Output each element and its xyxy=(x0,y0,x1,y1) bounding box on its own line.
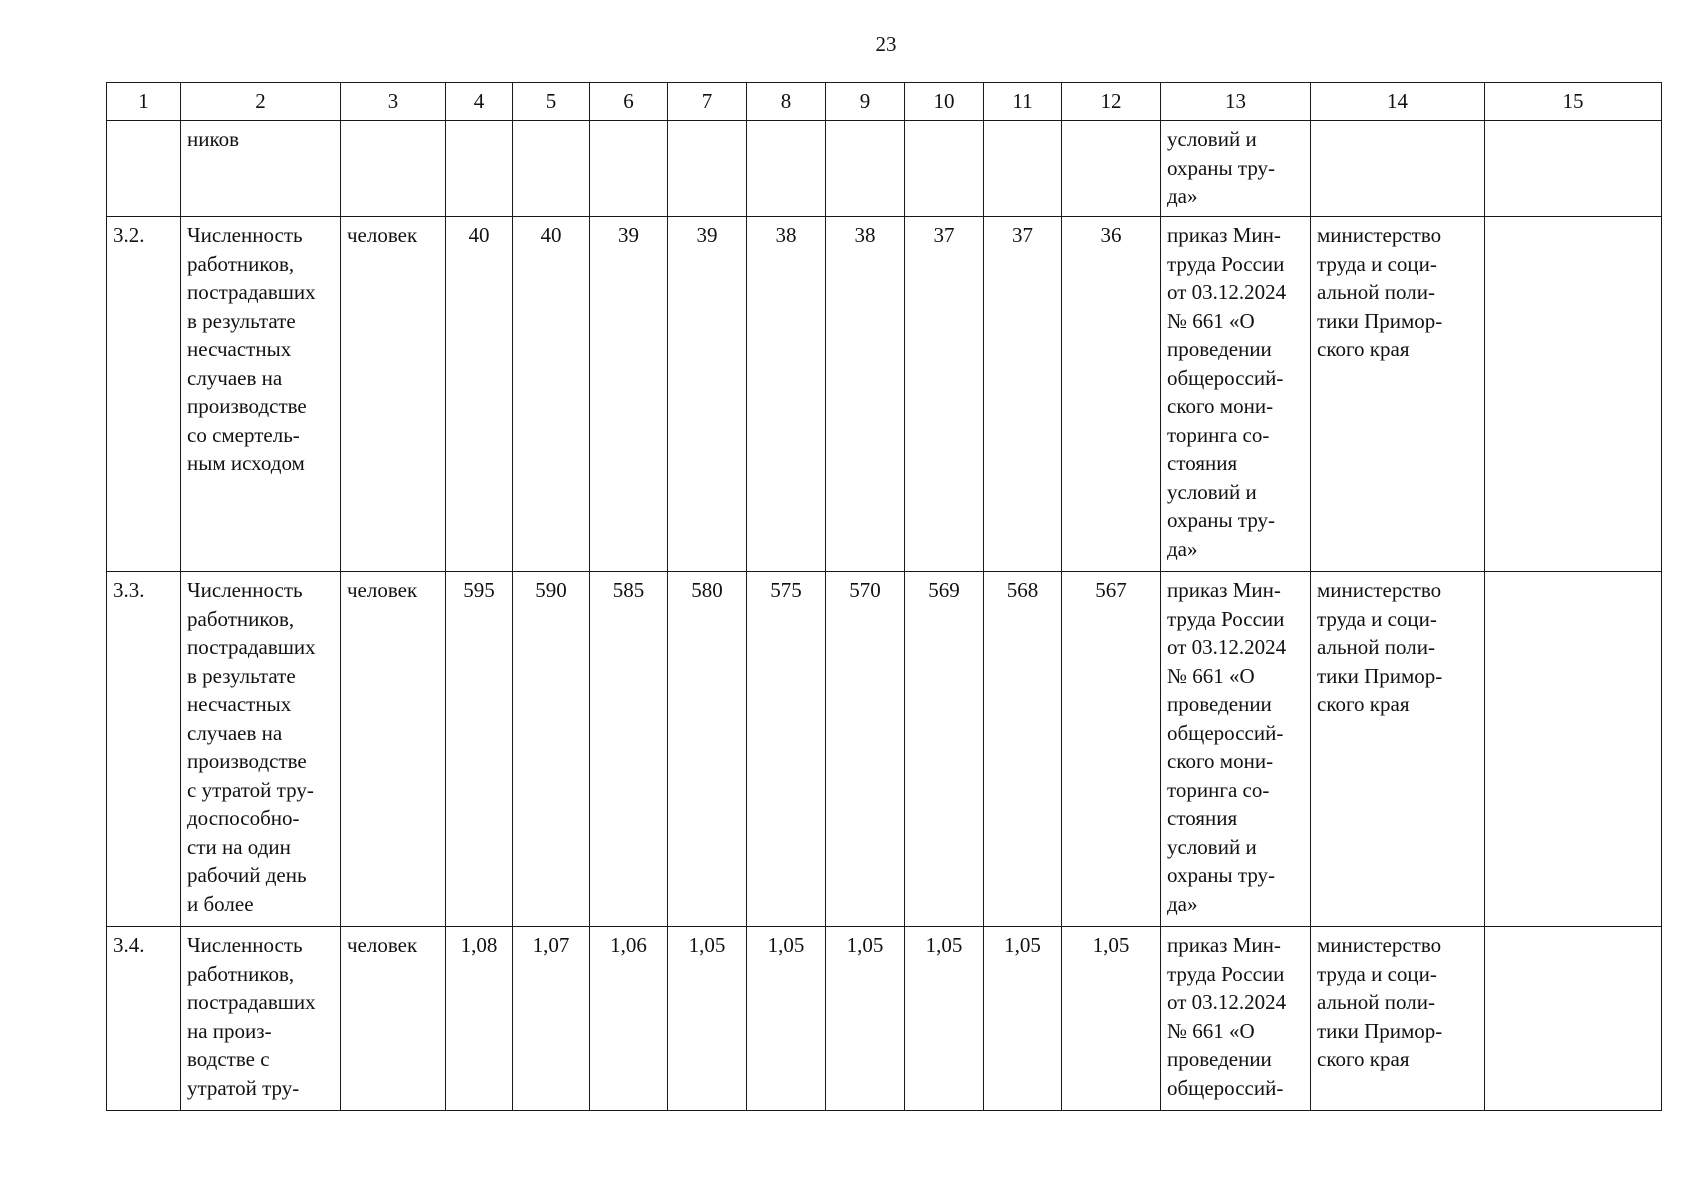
cell-unit: человек xyxy=(341,572,446,927)
cell-value xyxy=(513,121,590,217)
cell-value xyxy=(905,121,984,217)
cell-value: 595 xyxy=(446,572,513,927)
cell-name: ников xyxy=(181,121,341,217)
column-header: 10 xyxy=(905,83,984,121)
cell-value: 37 xyxy=(984,217,1062,572)
cell-source: приказ Мин- труда России от 03.12.2024 № 661 «О проведении общероссий- ского мони- торинга со- стояния условий и охраны тру- да» xyxy=(1161,572,1311,927)
cell-id: 3.4. xyxy=(107,927,181,1111)
cell-value: 39 xyxy=(590,217,668,572)
cell-id: 3.2. xyxy=(107,217,181,572)
cell-value: 38 xyxy=(826,217,905,572)
cell-empty xyxy=(1485,121,1662,217)
cell-value: 580 xyxy=(668,572,747,927)
cell-value: 569 xyxy=(905,572,984,927)
column-header: 8 xyxy=(747,83,826,121)
cell-responsible: министерство труда и соци- альной поли- тики Примор- ского края xyxy=(1311,572,1485,927)
cell-value: 1,07 xyxy=(513,927,590,1111)
column-header: 2 xyxy=(181,83,341,121)
cell-value: 1,05 xyxy=(984,927,1062,1111)
column-header: 4 xyxy=(446,83,513,121)
cell-value: 38 xyxy=(747,217,826,572)
page-number: 23 xyxy=(875,32,897,56)
cell-unit: человек xyxy=(341,927,446,1111)
cell-value: 1,05 xyxy=(1062,927,1161,1111)
cell-id xyxy=(107,121,181,217)
cell-value: 570 xyxy=(826,572,905,927)
cell-value xyxy=(747,121,826,217)
cell-value xyxy=(590,121,668,217)
cell-name: Численность работников, пострадавших в результате несчастных случаев на производстве со смертель- ным исходом xyxy=(181,217,341,572)
cell-value: 39 xyxy=(668,217,747,572)
column-header: 15 xyxy=(1485,83,1662,121)
cell-responsible: министерство труда и соци- альной поли- тики Примор- ского края xyxy=(1311,217,1485,572)
cell-unit xyxy=(341,121,446,217)
column-header: 5 xyxy=(513,83,590,121)
cell-value: 1,05 xyxy=(905,927,984,1111)
cell-value: 590 xyxy=(513,572,590,927)
column-header: 13 xyxy=(1161,83,1311,121)
cell-value: 36 xyxy=(1062,217,1161,572)
cell-responsible: министерство труда и соци- альной поли- тики Примор- ского края xyxy=(1311,927,1485,1111)
column-header: 3 xyxy=(341,83,446,121)
cell-source: приказ Мин- труда России от 03.12.2024 № 661 «О проведении общероссий- xyxy=(1161,927,1311,1111)
cell-empty xyxy=(1485,927,1662,1111)
column-header: 11 xyxy=(984,83,1062,121)
cell-value: 1,05 xyxy=(747,927,826,1111)
table-row xyxy=(107,572,1662,927)
cell-source: условий и охраны тру- да» xyxy=(1161,121,1311,217)
cell-value: 575 xyxy=(747,572,826,927)
cell-value: 40 xyxy=(446,217,513,572)
cell-unit: человек xyxy=(341,217,446,572)
cell-empty xyxy=(1485,572,1662,927)
cell-id: 3.3. xyxy=(107,572,181,927)
cell-source: приказ Мин- труда России от 03.12.2024 № 661 «О проведении общероссий- ского мони- торинга со- стояния условий и охраны тру- да» xyxy=(1161,217,1311,572)
cell-value xyxy=(668,121,747,217)
column-header: 14 xyxy=(1311,83,1485,121)
cell-value: 585 xyxy=(590,572,668,927)
indicators-table xyxy=(106,82,1662,1111)
table-row xyxy=(107,927,1662,1111)
cell-value: 567 xyxy=(1062,572,1161,927)
cell-empty xyxy=(1485,217,1662,572)
cell-name: Численность работников, пострадавших в результате несчастных случаев на производстве с утратой тру- доспособно- сти на один рабочий день и более xyxy=(181,572,341,927)
cell-responsible xyxy=(1311,121,1485,217)
column-header: 6 xyxy=(590,83,668,121)
cell-value xyxy=(1062,121,1161,217)
table-row xyxy=(107,217,1662,572)
cell-value: 568 xyxy=(984,572,1062,927)
table-row-continuation xyxy=(107,121,1662,217)
cell-value xyxy=(446,121,513,217)
table-header-row xyxy=(107,83,1662,121)
cell-value: 37 xyxy=(905,217,984,572)
cell-value: 1,06 xyxy=(590,927,668,1111)
column-header: 9 xyxy=(826,83,905,121)
cell-value: 1,08 xyxy=(446,927,513,1111)
cell-value: 40 xyxy=(513,217,590,572)
column-header: 12 xyxy=(1062,83,1161,121)
cell-value xyxy=(826,121,905,217)
cell-value: 1,05 xyxy=(826,927,905,1111)
cell-name: Численность работников, пострадавших на произ- водстве с утратой тру- xyxy=(181,927,341,1111)
cell-value xyxy=(984,121,1062,217)
column-header: 1 xyxy=(107,83,181,121)
cell-value: 1,05 xyxy=(668,927,747,1111)
column-header: 7 xyxy=(668,83,747,121)
